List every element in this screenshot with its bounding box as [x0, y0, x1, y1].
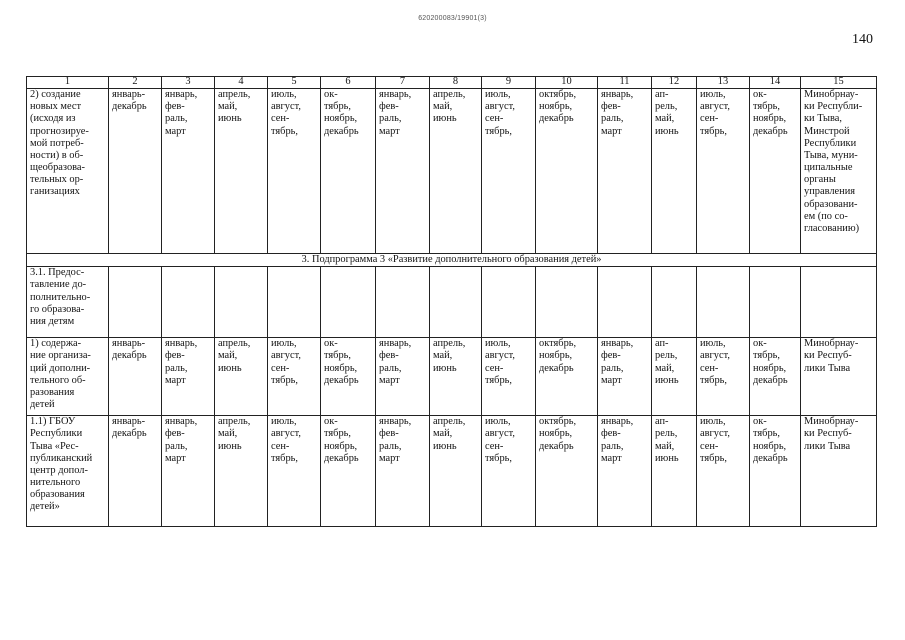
table-cell — [430, 267, 482, 338]
header-cell: 14 — [750, 77, 801, 89]
header-cell: 11 — [598, 77, 652, 89]
table-cell: январь, фев- раль, март — [376, 89, 430, 254]
table-cell: ок- тябрь, ноябрь, декабрь — [321, 416, 376, 527]
header-cell: 5 — [268, 77, 321, 89]
header-cell: 8 — [430, 77, 482, 89]
table-cell: январь, фев- раль, март — [162, 338, 215, 416]
table-cell — [215, 267, 268, 338]
table-cell: июль, август, сен- тябрь, — [697, 338, 750, 416]
table-cell: ап- рель, май, июнь — [652, 89, 697, 254]
table-cell: ок- тябрь, ноябрь, декабрь — [750, 416, 801, 527]
table-cell: апрель, май, июнь — [215, 89, 268, 254]
header-cell: 6 — [321, 77, 376, 89]
header-cell: 2 — [109, 77, 162, 89]
table-cell: ок- тябрь, ноябрь, декабрь — [321, 89, 376, 254]
table-cell: июль, август, сен- тябрь, — [482, 416, 536, 527]
table-header-row — [27, 77, 877, 89]
table-cell: октябрь, ноябрь, декабрь — [536, 89, 598, 254]
responsible-cell: Минобрнау- ки Респуб- лики Тыва — [801, 416, 877, 527]
table-cell: январь- декабрь — [109, 338, 162, 416]
row-title-cell: 1) содержа- ние организа- ций дополни- тельного об- разования детей — [27, 338, 109, 416]
table-cell — [750, 267, 801, 338]
table-cell: октябрь, ноябрь, декабрь — [536, 338, 598, 416]
table-cell: июль, август, сен- тябрь, — [482, 338, 536, 416]
table-cell: июль, август, сен- тябрь, — [697, 416, 750, 527]
header-cell: 1 — [27, 77, 109, 89]
row-title-cell: 1.1) ГБОУ Республики Тыва «Рес- публиканский центр допол- нительного образования детей» — [27, 416, 109, 527]
table-cell: ок- тябрь, ноябрь, декабрь — [321, 338, 376, 416]
table-cell: январь, фев- раль, март — [598, 338, 652, 416]
table-cell — [109, 267, 162, 338]
responsible-cell: Минобрнау- ки Респуб- лики Тыва — [801, 338, 877, 416]
table-cell — [536, 267, 598, 338]
table-cell — [482, 267, 536, 338]
header-cell: 13 — [697, 77, 750, 89]
document-id: 620200083/19901(3) — [418, 15, 487, 22]
table-cell: апрель, май, июнь — [430, 416, 482, 527]
table-cell: июль, август, сен- тябрь, — [268, 89, 321, 254]
table-cell — [268, 267, 321, 338]
table-cell: январь, фев- раль, март — [598, 416, 652, 527]
section-row — [27, 254, 877, 267]
table-cell: апрель, май, июнь — [215, 416, 268, 527]
table-cell: апрель, май, июнь — [430, 89, 482, 254]
table-cell — [697, 267, 750, 338]
table-cell: июль, август, сен- тябрь, — [268, 416, 321, 527]
header-cell: 12 — [652, 77, 697, 89]
table-row — [27, 338, 877, 416]
table-cell: январь, фев- раль, март — [376, 416, 430, 527]
header-cell: 3 — [162, 77, 215, 89]
responsible-cell: Минобрнау- ки Республи- ки Тыва, Минстрой Республики Тыва, муни- ципальные органы управления образовани- ем (по со- гласованию) — [801, 89, 877, 254]
page-number: 140 — [852, 32, 873, 47]
table-cell: июль, август, сен- тябрь, — [697, 89, 750, 254]
table-cell: январь, фев- раль, март — [162, 89, 215, 254]
header-cell: 9 — [482, 77, 536, 89]
header-cell: 4 — [215, 77, 268, 89]
row-title-cell: 3.1. Предос- тавление до- полнительно- го образова- ния детям — [27, 267, 109, 338]
header-cell: 15 — [801, 77, 877, 89]
header-cell: 10 — [536, 77, 598, 89]
table-cell: ап- рель, май, июнь — [652, 338, 697, 416]
table-cell: апрель, май, июнь — [430, 338, 482, 416]
schedule-table — [26, 76, 877, 527]
table-cell — [652, 267, 697, 338]
responsible-cell — [801, 267, 877, 338]
table-row — [27, 416, 877, 527]
table-cell: июль, август, сен- тябрь, — [268, 338, 321, 416]
table-cell: апрель, май, июнь — [215, 338, 268, 416]
table-cell: ап- рель, май, июнь — [652, 416, 697, 527]
table-cell: ок- тябрь, ноябрь, декабрь — [750, 338, 801, 416]
table-cell: июль, август, сен- тябрь, — [482, 89, 536, 254]
table-cell: январь, фев- раль, март — [598, 89, 652, 254]
table-row — [27, 89, 877, 254]
table-cell — [598, 267, 652, 338]
table-cell — [321, 267, 376, 338]
table-cell: январь, фев- раль, март — [376, 338, 430, 416]
header-cell: 7 — [376, 77, 430, 89]
table-cell — [376, 267, 430, 338]
table-cell: январь, фев- раль, март — [162, 416, 215, 527]
table-cell: январь- декабрь — [109, 416, 162, 527]
table-cell — [162, 267, 215, 338]
row-title-cell: 2) создание новых мест (исходя из прогнозируе- мой потреб- ности) в об- щеобразова- тельных ор- ганизациях — [27, 89, 109, 254]
section-title: 3. Подпрограмма 3 «Развитие дополнительного образования детей» — [27, 254, 877, 267]
table-cell: ок- тябрь, ноябрь, декабрь — [750, 89, 801, 254]
table-cell: январь- декабрь — [109, 89, 162, 254]
table-cell: октябрь, ноябрь, декабрь — [536, 416, 598, 527]
table-row — [27, 267, 877, 338]
